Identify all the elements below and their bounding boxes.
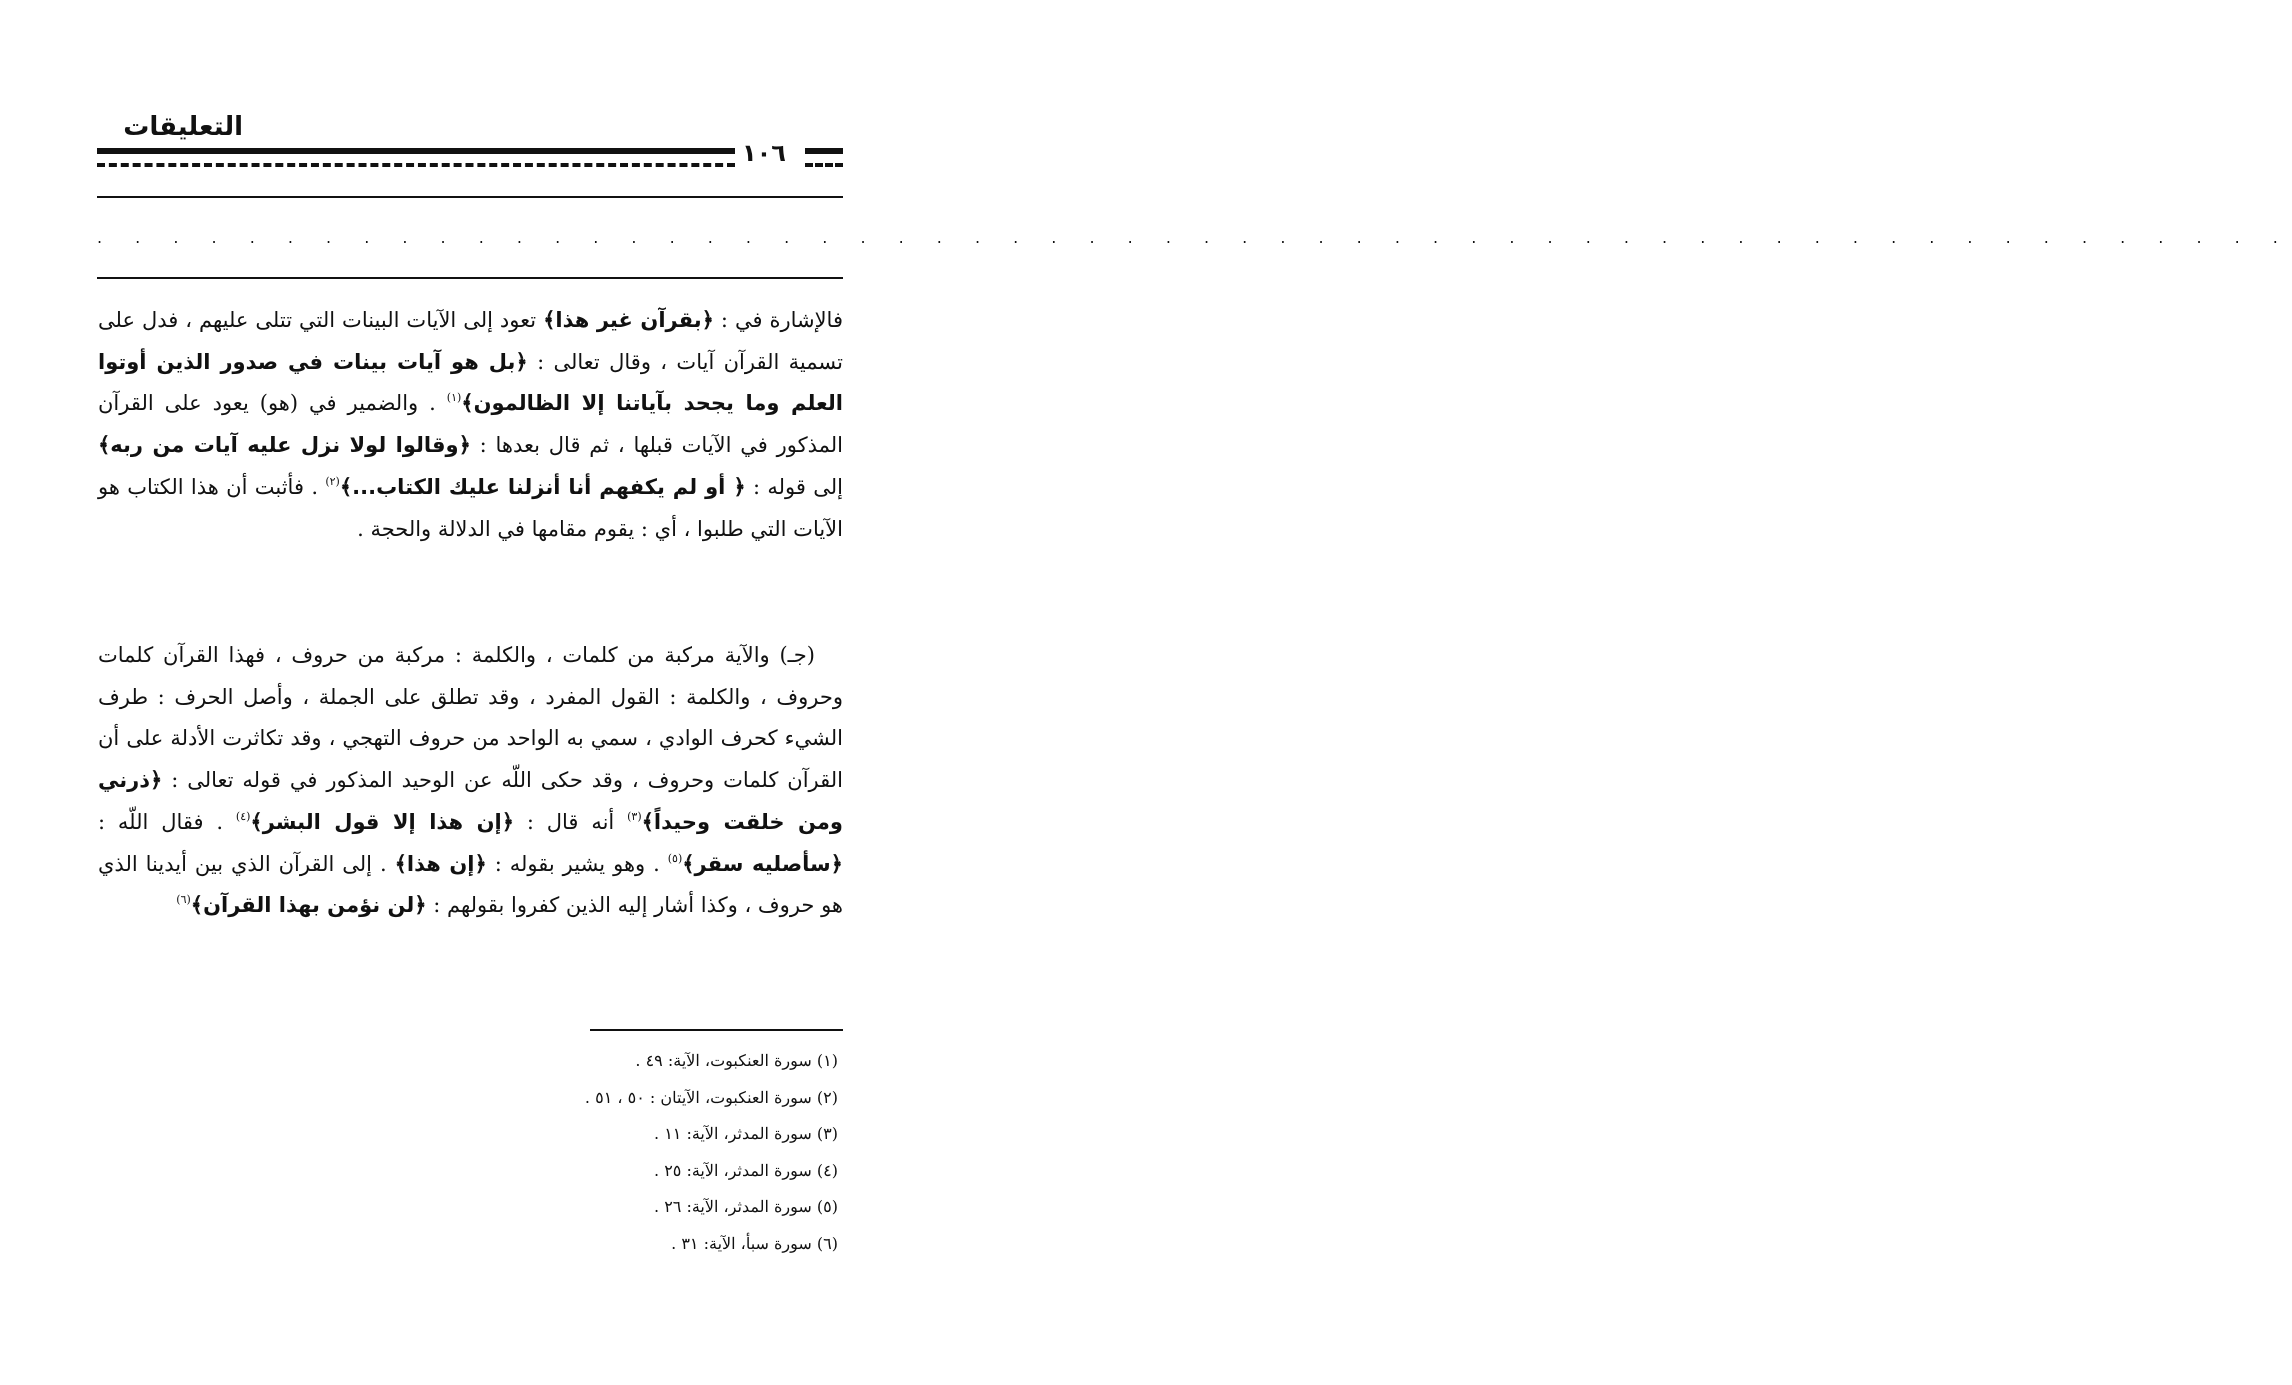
- section-rule-top: [97, 196, 843, 198]
- footnote-item: (٥) سورة المدثر، الآية: ٢٦ .: [654, 1197, 838, 1216]
- text-run: تعود إلى الآيات البينات التي تتلى عليهم ، فدل على تسمية القرآن آيات ، وقال تعالى :: [98, 308, 843, 374]
- text-run: أنه قال :: [514, 809, 628, 834]
- quran-quote: ﴿بقرآن غير هذا﴾: [543, 308, 714, 332]
- paragraph-1: [98, 300, 843, 550]
- footnote-separator: [590, 1029, 843, 1031]
- quran-quote: ﴿إن هذا﴾: [394, 851, 487, 876]
- quran-quote: ﴿بل هو آيات بينات في صدور الذين أوتوا العلم وما يجحد بآياتنا إلا الظالمون﴾: [98, 349, 843, 416]
- quran-quote: ﴿لن نؤمن بهذا القرآن﴾: [190, 893, 427, 918]
- text-run: فالإشارة في :: [713, 308, 843, 332]
- footnote-item: (٦) سورة سبأ، الآية: ٣١ .: [671, 1233, 838, 1253]
- quran-quote: ﴿سأصليه سقر﴾: [682, 851, 843, 876]
- quran-quote: ﴿إن هذا إلا قول البشر﴾: [250, 809, 515, 834]
- dotted-separator: . . . . . . . . . . . . . . . . . . . . . . . . . . . . . . . . . . . . . . . . . . . . . . . . . . . . . . . . . .: [97, 228, 2292, 247]
- footnote-item: (٤) سورة المدثر، الآية: ٢٥ .: [654, 1160, 838, 1180]
- section-rule-bottom: [97, 277, 843, 279]
- footnote-ref: (٣): [627, 809, 642, 823]
- text-run: . والضمير في (هو) يعود على القرآن المذكور في الآيات قبلها ، ثم قال بعدها :: [98, 391, 843, 458]
- footnote-item: (٣) سورة المدثر، الآية: ١١ .: [654, 1124, 838, 1143]
- header-rule-dashed-left: [97, 163, 735, 167]
- text-run: (جـ) والآية مركبة من كلمات ، والكلمة : مركبة من حروف ، فهذا القرآن كلمات وحروف ، والكلمة : القول المفرد ، وقد تطلق على الجملة ، وأصل الحرف : طرف الشيء كحرف الوادي ، سمي به الواحد من حروف التهجي ، وقد تكاثرت الأدلة على أن القرآن كلمات وحروف ، وقد حكى اللّه عن الوحيد المذكور في قوله تعالى :: [98, 643, 843, 793]
- page-number: ١٠٦: [742, 139, 786, 167]
- paragraph-2: [98, 635, 843, 927]
- header-rule-thick-right: [805, 148, 843, 154]
- quran-quote: ﴿وقالوا لولا نزل عليه آيات من ربه﴾: [98, 433, 471, 458]
- text-run: . وهو يشير بقوله :: [486, 851, 668, 876]
- footnote-ref: (٦): [176, 893, 191, 907]
- footnote-ref: (١): [446, 391, 462, 405]
- footnote-ref: (٢): [325, 474, 340, 488]
- quran-quote: ﴿ذرني ومن خلقت وحيداً﴾: [98, 768, 843, 834]
- text-run: . فقال اللّه :: [98, 809, 236, 834]
- running-title: التعليقات: [123, 112, 243, 142]
- footnote-item: (٢) سورة العنكبوت، الآيتان : ٥٠ ، ٥١ .: [584, 1087, 838, 1107]
- text-run: . إلى القرآن الذي بين أيدينا الذي هو حروف ، وكذا أشار إليه الذين كفروا بقولهم :: [98, 851, 843, 918]
- text-run: إلى قوله :: [745, 474, 843, 499]
- header-rule-dashed-right: [805, 163, 843, 167]
- footnote-ref: (٤): [235, 809, 251, 823]
- quran-quote: ﴿ أو لم يكفهم أنا أنزلنا عليك الكتاب...﴾: [339, 474, 746, 499]
- header-rule-thick-left: [97, 148, 735, 154]
- footnote-item: (١) سورة العنكبوت، الآية: ٤٩ .: [635, 1051, 838, 1070]
- text-run: . فأثبت أن هذا الكتاب هو الآيات التي طلبوا ، أي : يقوم مقامها في الدلالة والحجة .: [98, 474, 843, 541]
- footnote-ref: (٥): [667, 851, 683, 865]
- footnotes-list: [338, 1043, 838, 1262]
